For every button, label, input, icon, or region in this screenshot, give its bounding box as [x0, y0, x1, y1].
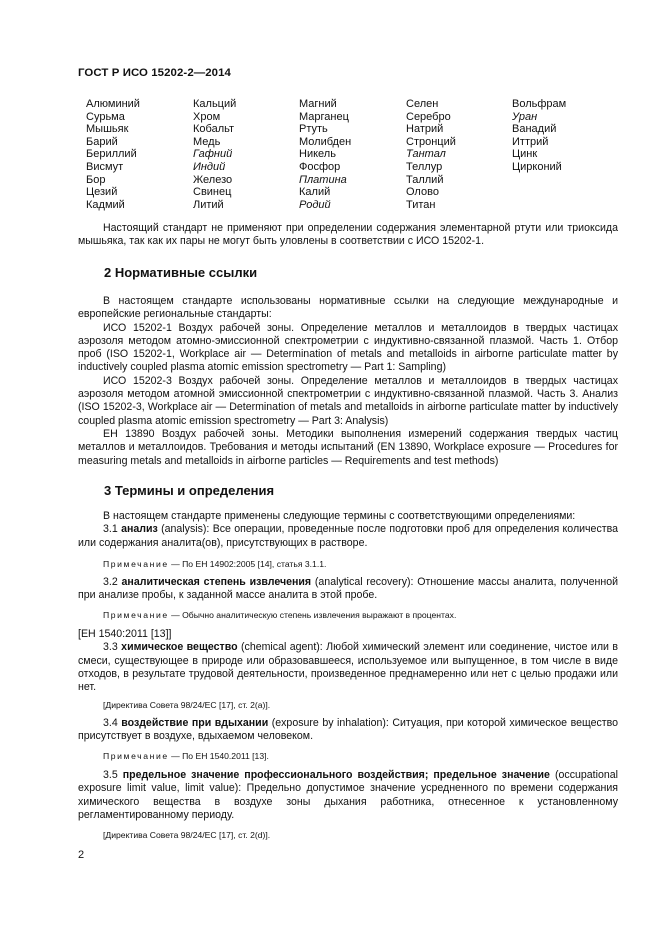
- section-3-intro: В настоящем стандарте применены следующие термины с соответствующими определениями:: [103, 510, 576, 522]
- term-3-3: 3.3 химическое вещество (chemical agent): Любой химический элемент или соединение, чистое или в смеси, существующее в природе или образовавшееся, используемое или выпущенное, в том числе в виде отходов, в результате трудовой деятельности, произведенное преднамеренно или нет с целью продажи или нет.: [78, 641, 619, 694]
- element-name: Никель: [299, 148, 336, 161]
- element-name: Стронций: [406, 135, 456, 148]
- element-column: [512, 98, 566, 174]
- element-name: Молибден: [299, 135, 352, 148]
- document-header: ГОСТ Р ИСО 15202-2—2014: [78, 67, 231, 79]
- source-3-3: [Директива Совета 98/24/ЕС [17], ст. 2(а)].: [103, 700, 271, 710]
- element-name: Свинец: [193, 186, 232, 199]
- element-name: Таллий: [406, 173, 444, 186]
- note-3-4: Примечание — По ЕН 1540.2011 [13].: [103, 751, 269, 761]
- source-3-5: [Директива Совета 98/24/ЕС [17], ст. 2(d)].: [103, 830, 271, 840]
- element-name: Теллур: [406, 160, 443, 173]
- reference-iso-15202-1: ИСО 15202-1 Воздух рабочей зоны. Определение металлов и металлоидов в твердых частицах аэрозоля методом атомно-эмиссионной спектрометрии с индуктивно-связанной плазмой. Часть 1. Отбор проб (ISO 15202-1, Workplace air — Determination of metals and metalloids in airborne particulate matter by inductively coupled plasma atomic emission spectrometry — Part 1: Sampling): [78, 321, 618, 374]
- section-3-heading: 3 Термины и определения: [104, 483, 275, 498]
- element-column: [299, 98, 351, 211]
- element-name: Железо: [193, 173, 233, 186]
- element-name: Фосфор: [299, 160, 341, 173]
- element-name: Платина: [299, 173, 347, 186]
- element-name: Ванадий: [512, 123, 557, 136]
- element-column: [86, 98, 140, 211]
- element-name: Марганец: [299, 110, 349, 123]
- element-name: Вольфрам: [512, 98, 567, 110]
- element-name: Калий: [299, 186, 331, 199]
- element-name: Титан: [406, 198, 436, 211]
- reference-iso-15202-3: ИСО 15202-3 Воздух рабочей зоны. Определение металлов и металлоидов в твердых частицах аэрозоля методом атомной эмиссионной спектрометрии с индуктивно-связанной плазмой. Часть 3. Анализ (ISO 15202-3, Workplace air — Determination of metals and metalloids in airborne particulate matter by inductively coupled plasma atomic emission spectrometry — Part 3: Analysis): [78, 374, 618, 427]
- element-name: Тантал: [406, 148, 446, 161]
- element-name: Мышьяк: [86, 123, 129, 136]
- note-3-1: Примечание — По ЕН 14902:2005 [14], статья 3.1.1.: [103, 559, 327, 569]
- element-name: Магний: [299, 98, 337, 110]
- element-name: Уран: [512, 110, 538, 123]
- term-3-2: 3.2 аналитическая степень извлечения (analytical recovery): Отношение массы аналита, полученной при анализе пробы, к заданной массе аналита в этой пробе.: [78, 576, 619, 602]
- element-name: Цирконий: [512, 160, 562, 173]
- source-3-2: [ЕН 1540:2011 [13]]: [78, 628, 172, 640]
- reference-en-13890: ЕН 13890 Воздух рабочей зоны. Методики выполнения измерений содержания твердых частиц металлов и металлоидов. Требования и методы испытаний (EN 13890, Workplace exposure — Procedures for measuring metals and metalloids in airborne particles — Requirements and test methods): [78, 427, 618, 467]
- element-name: Цинк: [512, 148, 538, 161]
- element-column: [193, 98, 236, 211]
- term-3-5-block: [78, 769, 618, 822]
- page-number: 2: [78, 849, 85, 861]
- section-2-heading: 2 Нормативные ссылки: [104, 265, 258, 280]
- section-2-intro: В настоящем стандарте использованы нормативные ссылки на следующие международные и европейские региональные стандарты:: [78, 295, 618, 321]
- element-name: Натрий: [406, 123, 444, 136]
- section-2-body: [78, 295, 618, 468]
- element-name: Сурьма: [86, 110, 125, 123]
- term-3-1: 3.1 анализ (analysis): Все операции, проведенные после подготовки проб для определения количества или содержания аналита(ов), присутствующих в растворе.: [78, 523, 618, 549]
- scope-paragraph: Настоящий стандарт не применяют при определении содержания элементарной ртути или триоксида мышьяка, так как их пары не могут быть уловлены в соответствии с ИСО 15202-1.: [78, 222, 618, 248]
- element-name: Кальций: [193, 98, 237, 110]
- section-3-intro-block: [78, 510, 618, 550]
- element-name: Иттрий: [512, 135, 549, 148]
- element-name: Бор: [86, 173, 106, 186]
- element-name: Алюминий: [86, 98, 140, 110]
- element-name: Родий: [299, 198, 331, 211]
- element-name: Барий: [86, 135, 118, 148]
- element-name: Литий: [193, 198, 224, 211]
- element-name: Гафний: [193, 148, 233, 161]
- term-3-5: 3.5 предельное значение профессионального воздействия; предельное значение (occupational exposure limit value, limit value): Предельно допустимое значение усредненного по времени содержания химического вещества в воздухе зоны дыхания работника, отнесенное к установленному регламентированному периоду.: [78, 769, 618, 821]
- element-name: Ртуть: [299, 123, 328, 136]
- element-column: [406, 98, 456, 211]
- element-name: Медь: [193, 135, 221, 148]
- element-name: Серебро: [406, 110, 451, 123]
- element-name: Индий: [193, 160, 226, 173]
- element-name: Цезий: [86, 186, 118, 199]
- element-name: Селен: [406, 98, 439, 110]
- element-name: Бериллий: [86, 148, 137, 161]
- element-name: Кадмий: [86, 198, 125, 211]
- note-3-2: Примечание — Обычно аналитическую степень извлечения выражают в процентах.: [103, 610, 457, 620]
- term-3-2-block: [78, 576, 618, 603]
- term-3-3-block: [78, 628, 618, 694]
- term-3-4-block: [78, 717, 618, 744]
- element-name: Хром: [193, 110, 221, 123]
- element-name: Олово: [406, 186, 439, 199]
- term-3-4: 3.4 воздействие при вдыхании (exposure by inhalation): Ситуация, при которой химическое вещество присутствует в воздухе, вдыхаемом человеком.: [78, 717, 619, 743]
- element-name: Кобальт: [193, 123, 235, 136]
- element-name: Висмут: [86, 160, 124, 173]
